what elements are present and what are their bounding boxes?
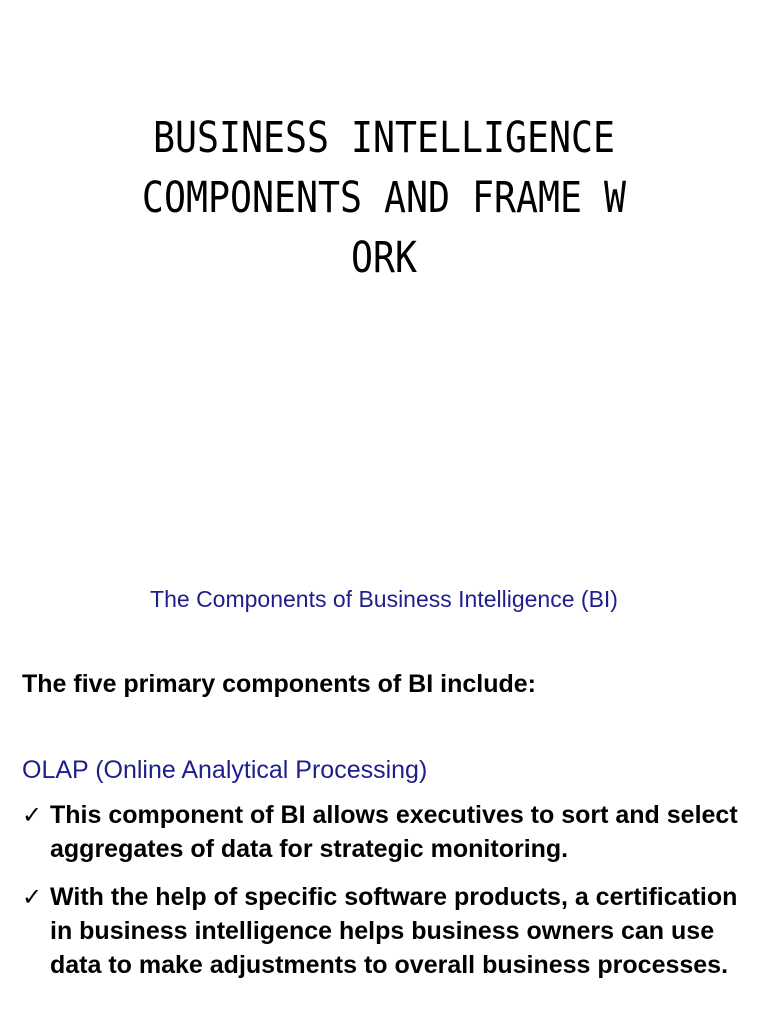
bullet-item [22,798,747,866]
section-heading-olap: OLAP (Online Analytical Processing) [22,756,428,784]
bullet-text: This component of BI allows executives to sort and select aggregates of data for strategic monitoring. [50,801,738,863]
checkmark-icon: ✓ [22,801,43,829]
slide-title-line: ORK [350,233,418,283]
slide-title-line: BUSINESS INTELLIGENCE [152,113,616,163]
intro-text: The five primary components of BI include: [22,670,536,698]
checkmark-icon: ✓ [22,883,43,911]
slide-title [75,108,694,288]
bullet-item [22,880,747,982]
slide-subtitle: The Components of Business Intelligence (BI) [150,586,618,612]
slide-title-line: COMPONENTS AND FRAME W [141,173,627,223]
bullet-list [22,798,747,996]
bullet-text: With the help of specific software products, a certification in business intelligence helps business owners can use data to make adjustments to overall business processes. [50,883,738,979]
